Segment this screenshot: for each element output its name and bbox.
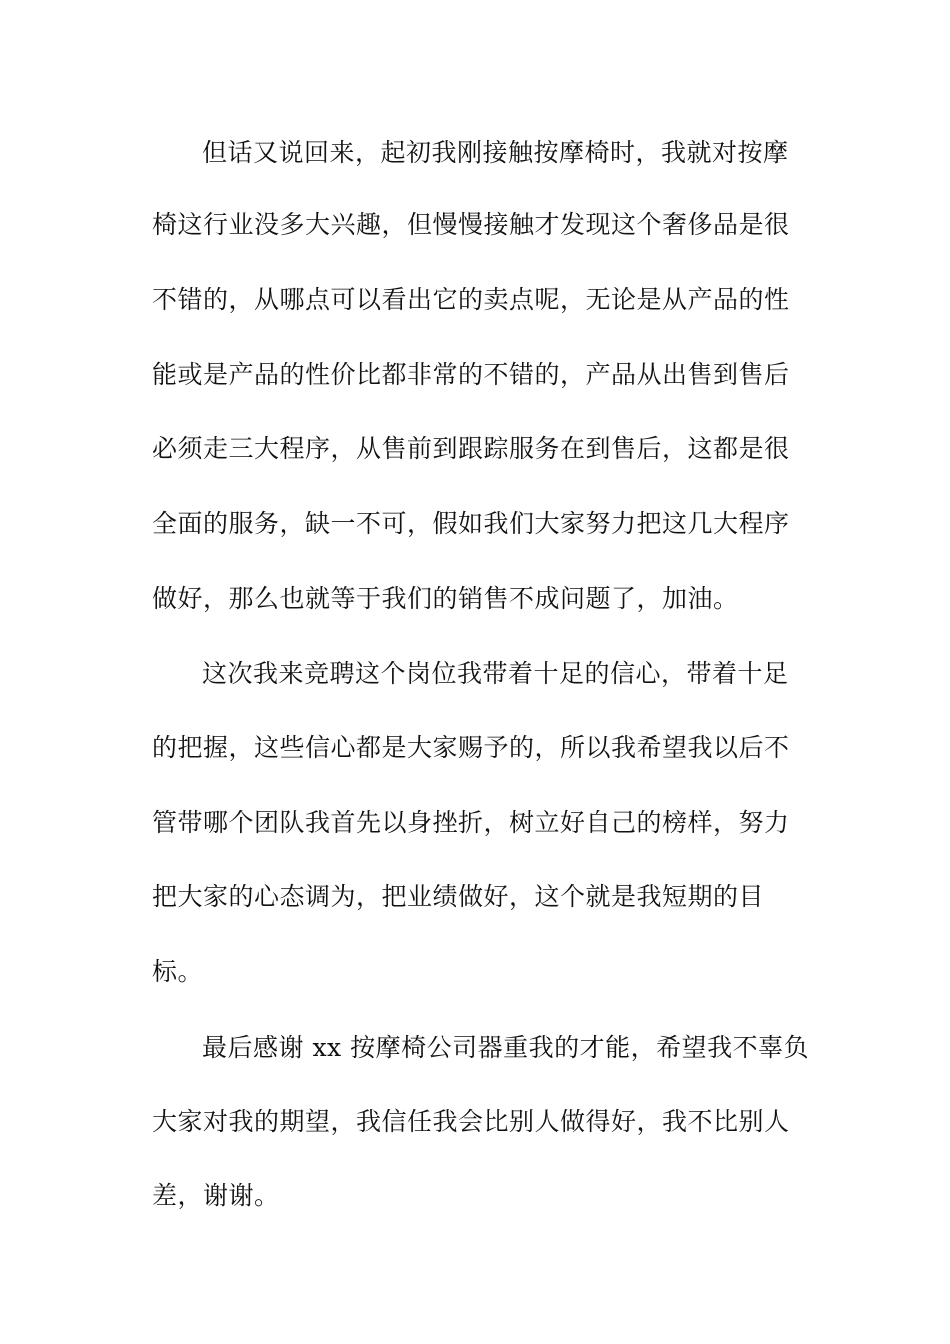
paragraph-2-line-5: 标。 bbox=[152, 957, 204, 986]
paragraph-1-line-7: 做好，那么也就等于我们的销售不成问题了，加油。 bbox=[152, 584, 739, 613]
paragraph-1-line-6: 全面的服务，缺一不可，假如我们大家努力把这几大程序 bbox=[152, 509, 790, 538]
paragraph-2-line-4: 把大家的心态调为，把业绩做好，这个就是我短期的目 bbox=[152, 882, 765, 911]
paragraph-3-line-1: 最后感谢 xx 按摩椅公司器重我的才能，希望我不辜负 bbox=[202, 1033, 810, 1062]
paragraph-1-line-2: 椅这行业没多大兴趣，但慢慢接触才发现这个奢侈品是很 bbox=[152, 210, 790, 239]
paragraph-3-line-3: 差，谢谢。 bbox=[152, 1181, 280, 1210]
paragraph-3-line-2: 大家对我的期望，我信任我会比别人做得好，我不比别人 bbox=[152, 1107, 790, 1136]
paragraph-2-line-2: 的把握，这些信心都是大家赐予的，所以我希望我以后不 bbox=[152, 733, 790, 762]
paragraph-1-line-5: 必须走三大程序，从售前到跟踪服务在到售后，这都是很 bbox=[152, 434, 790, 463]
paragraph-1-line-3: 不错的，从哪点可以看出它的卖点呢，无论是从产品的性 bbox=[152, 285, 790, 314]
paragraph-1-line-1: 但话又说回来，起初我刚接触按摩椅时，我就对按摩 bbox=[202, 138, 789, 167]
paragraph-2-line-3: 管带哪个团队我首先以身挫折，树立好自己的榜样，努力 bbox=[152, 808, 790, 837]
paragraph-2-line-1: 这次我来竞聘这个岗位我带着十足的信心，带着十足 bbox=[202, 659, 789, 688]
paragraph-1-line-4: 能或是产品的性价比都非常的不错的，产品从出售到售后 bbox=[152, 360, 790, 389]
